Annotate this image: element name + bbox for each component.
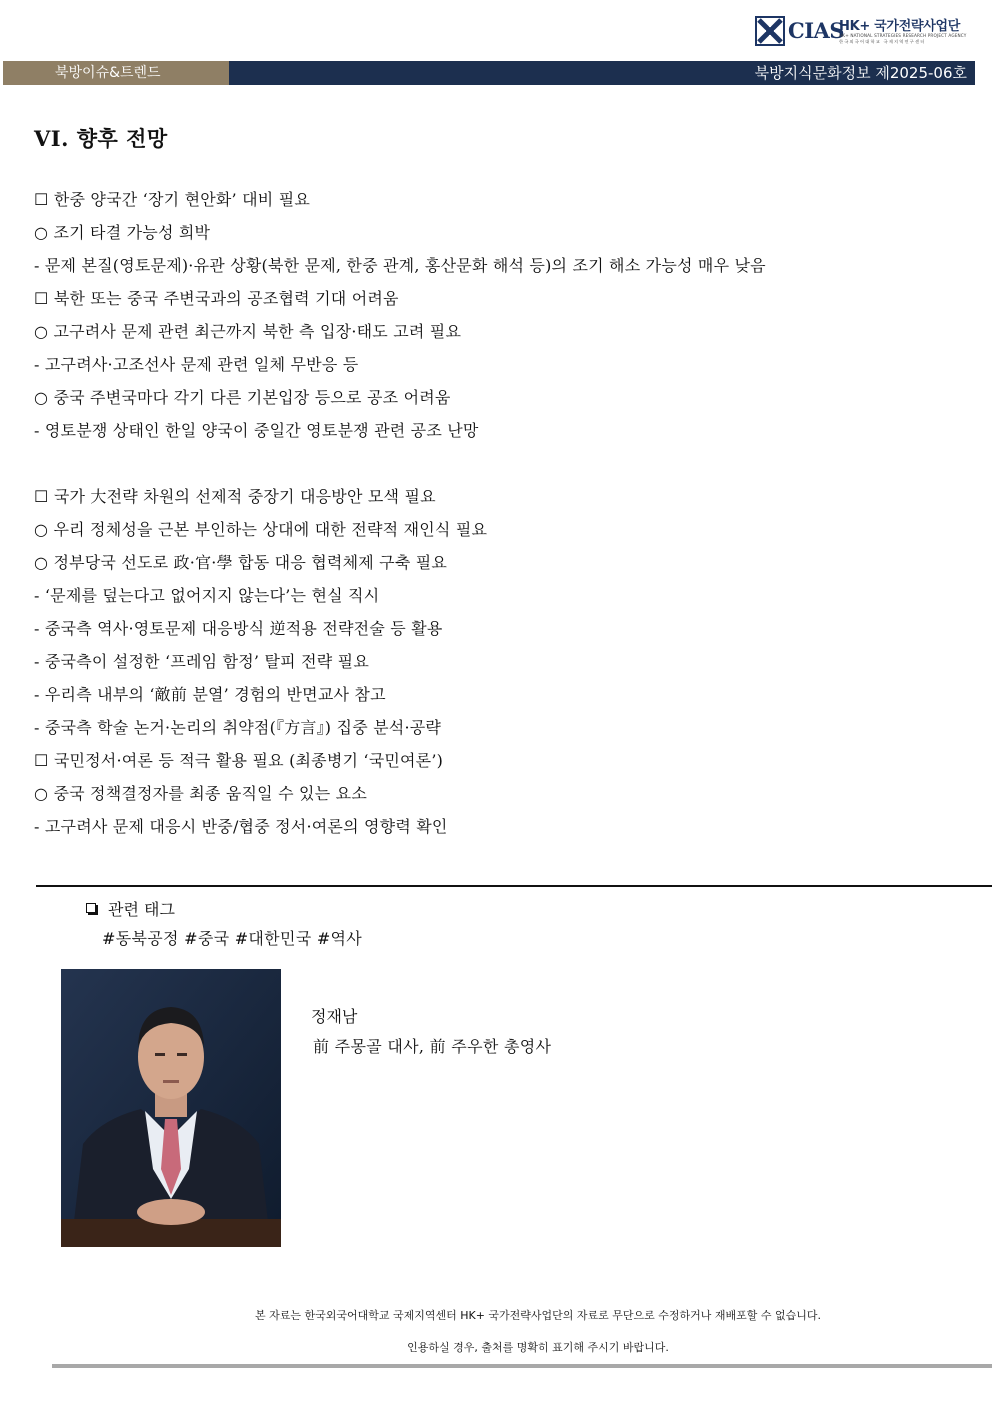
section-label-box bbox=[3, 61, 229, 85]
tags-heading-label: 관련 태그 bbox=[108, 900, 175, 919]
author-name: 정재남 bbox=[311, 1007, 358, 1026]
cias-logo bbox=[755, 14, 975, 48]
heading-line: ☐ 한중 양국간 ‘장기 현안화’ 대비 필요 bbox=[34, 190, 311, 209]
checkbox-bullet-icon bbox=[86, 903, 96, 913]
detail-line: - 문제 본질(영토문제)·유관 상황(북한 문제, 한중 관계, 홍산문화 해석 등)의 조기 해소 가능성 매우 낮음 bbox=[34, 256, 766, 275]
detail-line: - 고구려사·고조선사 문제 관련 일체 무반응 등 bbox=[34, 355, 359, 374]
footer-citation: 인용하실 경우, 출처를 명확히 표기해 주시기 바랍니다. bbox=[407, 1341, 669, 1354]
tags-list: #동북공정 #중국 #대한민국 #역사 bbox=[102, 929, 363, 948]
logo-subtitle-kr: 한국외국어대학교 국제지역연구센터 bbox=[839, 39, 926, 44]
point-line: ○ 중국 주변국마다 각기 다른 기본입장 등으로 공조 어려움 bbox=[34, 388, 451, 407]
author-photo bbox=[61, 969, 281, 1247]
detail-line: - 우리측 내부의 ‘敵前 분열’ 경험의 반면교사 참고 bbox=[34, 685, 386, 704]
detail-line: - ‘문제를 덮는다고 없어지지 않는다’는 현실 직시 bbox=[34, 586, 380, 605]
footer-rule bbox=[52, 1364, 992, 1368]
header-band bbox=[3, 61, 975, 85]
detail-line: - 중국측 학술 논거·논리의 취약점(『方言』) 집중 분석·공략 bbox=[34, 718, 442, 737]
cias-logo-mark-icon bbox=[755, 16, 785, 46]
tags-heading bbox=[86, 900, 175, 920]
heading-line: ☐ 국가 大전략 차원의 선제적 중장기 대응방안 모색 필요 bbox=[34, 487, 436, 506]
author-title: 前 주몽골 대사, 前 주우한 총영사 bbox=[313, 1037, 552, 1056]
point-line: ○ 중국 정책결정자를 최종 움직일 수 있는 요소 bbox=[34, 784, 367, 803]
point-line: ○ 조기 타결 가능성 희박 bbox=[34, 223, 211, 242]
author-portrait-icon bbox=[61, 969, 281, 1247]
section-label: 북방이슈&트렌드 bbox=[55, 65, 161, 81]
logo-text: CIAS bbox=[788, 18, 844, 43]
issue-label: 북방지식문화정보 제2025-06호 bbox=[754, 64, 967, 82]
detail-line: - 중국측이 설정한 ‘프레임 함정’ 탈피 전략 필요 bbox=[34, 652, 369, 671]
logo-subtitle: HK+ NATIONAL STRATEGIES RESEARCH PROJECT AGENCY bbox=[839, 33, 967, 38]
page-title: VI. 향후 전망 bbox=[34, 126, 168, 151]
logo-title: HK+ 국가전략사업단 bbox=[839, 19, 960, 34]
detail-line: - 고구려사 문제 대응시 반중/협중 정서·여론의 영향력 확인 bbox=[34, 817, 448, 836]
footer-copyright: 본 자료는 한국외국어대학교 국제지역센터 HK+ 국가전략사업단의 자료로 무단으로 수정하거나 재배포할 수 없습니다. bbox=[254, 1309, 822, 1322]
heading-line: ☐ 북한 또는 중국 주변국과의 공조협력 기대 어려움 bbox=[34, 289, 399, 308]
point-line: ○ 정부당국 선도로 政·官·學 합동 대응 협력체제 구축 필요 bbox=[34, 553, 448, 572]
point-line: ○ 우리 정체성을 근본 부인하는 상대에 대한 전략적 재인식 필요 bbox=[34, 520, 488, 539]
point-line: ○ 고구려사 문제 관련 최근까지 북한 측 입장·태도 고려 필요 bbox=[34, 322, 462, 341]
section-divider bbox=[36, 885, 992, 887]
heading-line: ☐ 국민정서·여론 등 적극 활용 필요 (최종병기 ‘국민여론’) bbox=[34, 751, 444, 770]
detail-line: - 영토분쟁 상태인 한일 양국이 중일간 영토분쟁 관련 공조 난망 bbox=[34, 421, 479, 440]
detail-line: - 중국측 역사·영토문제 대응방식 逆적용 전략전술 등 활용 bbox=[34, 619, 443, 638]
